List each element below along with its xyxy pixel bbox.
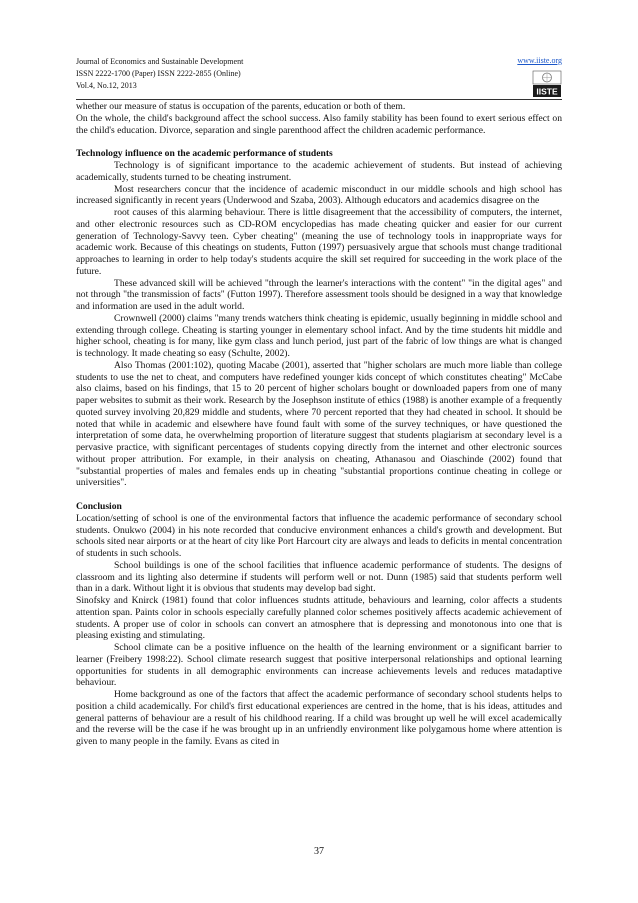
svg-text:IISTE: IISTE — [536, 86, 558, 97]
page-number: 37 — [314, 846, 324, 857]
journal-header — [76, 56, 562, 96]
body-paragraph: Technology is of significant importance to the academic achievement of students. But instead of achieving academically, students turned to be cheating instrument. — [76, 160, 562, 183]
journal-url-link[interactable]: www.iiste.org — [517, 56, 562, 65]
body-paragraph: Also Thomas (2001:102), quoting Macabe (2001), asserted that "higher scholars are much more liable than college students to use the net to cheat, and computers have redefined younger kids concept of which constitutes cheating" McCabe also claims, based on his findings, that 15 to 20 percent of higher scholars bought or downloaded papers from one of many paper websites to submit as their work. Research by the Josephson institute of ethics (1988) is another example of a frequently quoted survey involving 20,829 middle and students, where 70 percent reported that they had cheated in school. It should be noted that while in academic and elsewhere have found fault with some of the survey techniques, or have questioned the interpretation of some data, he overwhelming proportion of literature suggest that students plagiarism at secondary level is a pervasive practice, with significant percentages of students copying directly from the internet and other electronic sources without proper attribution. For example, in their analysis on cheating, Athanasou and Oiaschinde (2002) found that "substantial properties of males and females ends up in cheating "substantial proportions continue cheating in college or universities". — [76, 359, 562, 489]
body-paragraph: Crownwell (2000) claims "many trends watchers think cheating is epidemic, usually beginning in middle school and extending through college. Cheating is starting younger in elementary school infact. And by the time students hit middle and higher school, cheating is for many, like gym class and lunch period, just part of the fabric of low things are what is changed is technology. It made cheating so easy (Schulte, 2002). — [76, 312, 562, 359]
section-heading-technology: Technology influence on the academic performance of students — [76, 148, 333, 160]
body-paragraph: Most researchers concur that the incidence of academic misconduct in our middle schools and high school has increased significantly in recent years (Underwood and Szaba, 2003). Although educators and academics disagree on the — [76, 183, 562, 207]
body-paragraph: These advanced skill will be achieved "through the learner's interactions with the content" "in the digital ages" and not through "the transmission of facts" (Futton 1997). Therefore assessment tools should be designed in a way that knowledge and information are used in the adult world. — [76, 277, 562, 312]
body-paragraph: Sinofsky and Knirck (1981) found that color influences studnts attitude, behaviours and learning, color affects a students attention span. Paints color in schools especially carefully planned color schemes positively affects academic achievement of students. A proper use of color in schools can convert an atmosphere that is depressing and monotonous into one that is pleasing existing and stimulating. — [76, 595, 562, 642]
body-paragraph: School climate can be a positive influence on the health of the learning environment or a significant barrier to learner (Freibery 1998:22). School climate research suggest that positive interpersonal relationships and optional learning opportunities for students in all demographic environments can increase achievements levels and reduces matadaptive behaviour. — [76, 642, 562, 689]
header-rule — [76, 99, 562, 100]
body-paragraph: On the whole, the child's background affect the school success. Also family stability has been found to exert serious effect on the child's education. Divorce, separation and single parenthood affect the children academic performance. — [76, 112, 562, 136]
body-paragraph: School buildings is one of the school facilities that influence academic performance of students. The designs of classroom and its lighting also determine if students will perform well or not. Dunn (1985) said that students perform well than in a dark. Without light it is obvious that students may develop bad sight. — [76, 559, 562, 595]
section-heading-conclusion: Conclusion — [76, 501, 122, 512]
body-paragraph: Location/setting of school is one of the environmental factors that influence the academic performance of secondary school students. Onukwo (2004) in his note recorded that conducive environment enhances a child's growth and development. But schools sited near airports or at the heart of city like Port Harcourt city are always and leads to deficits in mental concentration of students in such schools. — [76, 512, 562, 559]
article-body — [76, 101, 562, 748]
volume-line: Vol.4, No.12, 2013 — [76, 81, 137, 90]
iiste-logo — [532, 70, 562, 98]
journal-name: Journal of Economics and Sustainable Development — [76, 57, 244, 66]
body-paragraph: root causes of this alarming behaviour. There is little disagreement that the accessibility of computers, the internet, and other electronic resources such as CD-ROM encyclopedias has made cheating quicker and easier for our current generation of Technology-Savvy teen. Cyber cheating" (meaning the use of technology tools in inappropriate ways for academic work. Because of this cheatings on students, Futton (1997) persuasively argue that schools must change traditional approaches to learning in order to help today's students acquire the skill set required for succeeding in the work place of the future. — [76, 207, 562, 277]
issn-line: ISSN 2222-1700 (Paper) ISSN 2222-2855 (Online) — [76, 69, 241, 78]
body-paragraph: Home background as one of the factors that affect the academic performance of secondary school students helps to position a child academically. For child's first educational experiences are centred in the home, that is his ideas, attitudes and general patterns of behaviour are a result of his childhood rearing. If a child was brought up well he will excel academically and the reverse will be the case if he was brought up in an unfriendly environment like polygamous home where attention is given to many people in the family. Evans as cited in — [76, 689, 562, 747]
body-paragraph: whether our measure of status is occupation of the parents, education or both of them. — [76, 101, 406, 112]
